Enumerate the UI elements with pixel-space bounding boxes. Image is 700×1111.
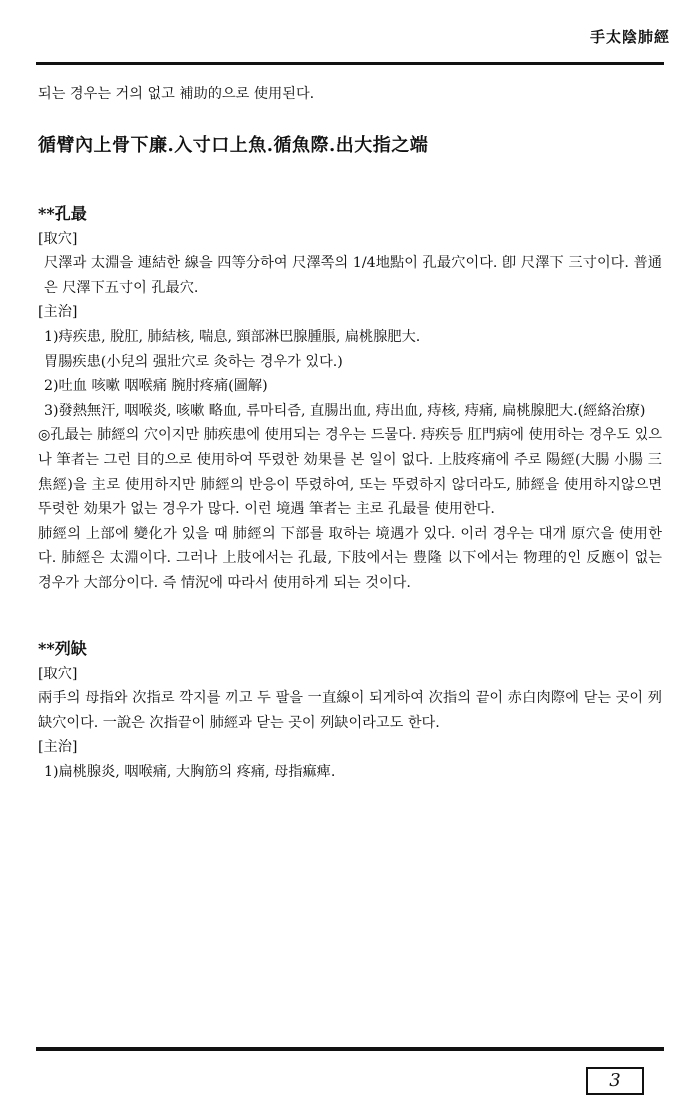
location-text: 兩手의 母指와 次指로 깍지를 끼고 두 팔을 一直線이 되게하여 次指의 끝이 赤白肉際에 닫는 곳이 列缺穴이다. 一說은 次指끝이 肺經과 닫는 곳이 列缺이라고도 한다.	[38, 690, 662, 731]
bottom-rule	[36, 1047, 664, 1051]
top-rule	[36, 62, 664, 65]
point-heading: **孔最	[38, 203, 87, 223]
indication-item: 3)發熱無汗, 咽喉炎, 咳嗽 略血, 류마티즘, 直腸出血, 痔出血, 痔核, 痔痛, 扁桃腺肥大.(經絡治療)	[44, 402, 646, 419]
location-label: [取穴]	[38, 230, 78, 247]
page-body	[38, 82, 662, 784]
point-section-kongzui	[38, 201, 662, 596]
indication-item: 1)痔疾患, 脫肛, 肺結核, 喘息, 頸部淋巴腺腫脹, 扁桃腺肥大.	[44, 328, 421, 345]
indication-item: 2)吐血 咳嗽 咽喉痛 腕肘疼痛(圖解)	[44, 378, 268, 395]
running-header: 手太陰肺經	[589, 28, 670, 46]
channel-path-heading: 循臂內上骨下廉.入寸口上魚.循魚際.出大指之端	[38, 134, 429, 156]
point-heading: **列缺	[38, 638, 87, 658]
intro-line: 되는 경우는 거의 없고 補助的으로 使用된다.	[38, 86, 315, 102]
indication-item: 胃腸疾患(小兒의 强壯穴로 灸하는 경우가 있다.)	[44, 353, 343, 370]
location-label: [取穴]	[38, 665, 78, 682]
indication-label: [主治]	[38, 739, 78, 756]
note-paragraph: 肺經의 上部에 變化가 있을 때 肺經의 下部를 取하는 境遇가 있다. 이러 경우는 대개 原穴을 使用한다. 肺經은 太淵이다. 그러나 上肢에서는 孔最, 下肢에서는 豊隆 以下에서는 物理的인 反應이 없는 경우가 大部分이다. 즉 情況에 따라서 使用하게 되는 것이다.	[38, 525, 662, 591]
note-paragraph: ◎孔最는 肺經의 穴이지만 肺疾患에 使用되는 경우는 드물다. 痔疾등 肛門病에 使用하는 경우도 있으나 筆者는 그런 目的으로 使用하여 뚜렸한 効果를 본 일이 없다. 上肢疼痛에 주로 陽經(大腸 小腸 三焦經)을 主로 使用하지만 肺經의 반응이 뚜렸하여, 또는 뚜렸하지 않더라도, 肺經을 使用하지않으면 뚜렷한 効果가 없는 경우가 많다. 이런 境遇 筆者는 主로 孔最를 使用한다.	[38, 427, 662, 518]
page-number: 3	[586, 1067, 644, 1095]
indication-label: [主治]	[38, 304, 78, 321]
point-section-lieque	[38, 636, 662, 785]
location-text: 尺澤과 太淵을 連結한 線을 四等分하여 尺澤쪽의 1/4地點이 孔最穴이다. 卽 尺澤下 三寸이다. 普通은 尺澤下五寸이 孔最穴.	[44, 255, 662, 296]
indication-item: 1)扁桃腺炎, 咽喉痛, 大胸筋의 疼痛, 母指痲痺.	[44, 763, 336, 780]
